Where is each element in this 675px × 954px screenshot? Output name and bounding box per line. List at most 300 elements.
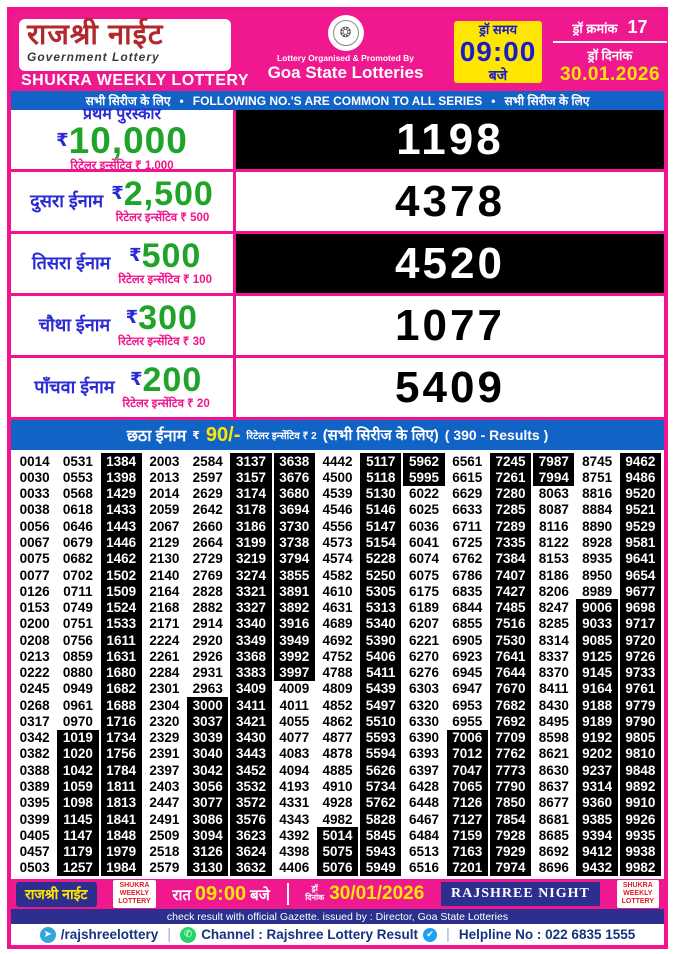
result-number: 0317: [19, 713, 50, 729]
result-number: 7384: [490, 551, 531, 567]
result-number: 1734: [101, 730, 142, 746]
result-number: 0949: [62, 681, 93, 697]
result-number: 4011: [279, 697, 309, 713]
result-number: 3452: [230, 762, 271, 778]
result-number: 7692: [490, 713, 531, 729]
result-number: 8745: [582, 453, 613, 469]
result-number: 4193: [279, 779, 310, 794]
prize-1-winning-number: 1198: [236, 110, 664, 169]
result-number: 7854: [490, 811, 531, 827]
contact-strip: [11, 924, 664, 945]
rupee-symbol: ₹: [129, 369, 143, 391]
organised-by-label: Lottery Organised & Promoted By: [277, 53, 414, 63]
prize-1-incentive: रिटेलर इन्सेंटिव ₹ 1,000: [70, 160, 174, 173]
result-number: 8247: [538, 600, 569, 616]
rupee-symbol: ₹: [129, 245, 142, 267]
result-number: 4982: [322, 811, 353, 827]
result-number: 1680: [101, 664, 142, 680]
prize-1-name: प्रथम पुरस्कार: [82, 105, 162, 123]
result-number: 0033: [19, 486, 50, 502]
result-number: 5250: [360, 567, 401, 583]
result-number: 3676: [274, 469, 315, 485]
divider: |: [446, 926, 450, 943]
result-number: 3949: [274, 632, 315, 648]
result-number: 8116: [539, 518, 569, 534]
result-number: 8087: [538, 502, 569, 518]
result-number: 0077: [19, 567, 50, 583]
result-number: 2491: [149, 811, 180, 827]
result-number: 7159: [447, 827, 488, 843]
result-number: 4692: [322, 632, 353, 648]
result-number: 7928: [490, 827, 531, 843]
result-number: 7201: [447, 860, 488, 876]
result-number: 5228: [360, 551, 401, 567]
result-number: 5130: [360, 486, 401, 502]
result-number: 9006: [576, 599, 617, 615]
prize-4-winning-number: 1077: [395, 300, 505, 350]
result-number: 4574: [322, 551, 353, 567]
result-number: 0200: [19, 616, 50, 632]
result-number: 4610: [322, 583, 353, 599]
result-number: 6855: [452, 616, 483, 632]
result-number: 5510: [360, 713, 401, 729]
rupee-symbol: ₹: [56, 130, 69, 152]
prize-4-incentive: रिटेलर इन्सेंटिव ₹ 30: [118, 336, 206, 349]
result-number: 8681: [538, 811, 569, 827]
result-number: 2329: [149, 730, 180, 746]
result-number: 1813: [101, 795, 142, 811]
prize-row-5: [11, 358, 664, 420]
result-number: 2447: [149, 795, 180, 811]
time-suffix: बजे: [250, 886, 270, 904]
result-number: 3274: [230, 567, 271, 583]
result-number: 6390: [409, 730, 440, 746]
result-number: 3576: [230, 811, 271, 827]
draw-date-value: 30.01.2026: [559, 64, 661, 85]
result-number: 9982: [620, 860, 661, 876]
result-number: 9033: [576, 616, 617, 632]
result-number: 3383: [230, 664, 271, 680]
result-number: 9761: [620, 681, 661, 697]
prize-5-amount: 200: [142, 360, 203, 399]
result-number: 0457: [19, 844, 50, 860]
result-number: 7280: [490, 486, 531, 502]
result-number: 5626: [360, 762, 401, 778]
organiser-block: [243, 15, 448, 83]
result-number: 4539: [322, 486, 353, 502]
result-number: 6947: [452, 681, 483, 697]
result-number: 1524: [101, 599, 142, 615]
result-number: 9926: [620, 811, 661, 827]
emblem-icon: ❂: [333, 20, 359, 46]
result-number: 0075: [19, 551, 50, 567]
result-number: 5147: [360, 518, 401, 534]
result-number: 5076: [317, 860, 358, 876]
result-number: 0646: [62, 518, 93, 534]
result-number: 6615: [452, 469, 483, 485]
result-number: 6629: [452, 486, 483, 502]
result-number: 6074: [409, 551, 440, 567]
result-number: 8314: [538, 632, 569, 648]
result-number: 4055: [279, 713, 310, 729]
result-number: 7641: [490, 648, 531, 664]
sixth-prize-bar: [11, 420, 664, 450]
result-number: 1042: [57, 762, 98, 778]
result-number: 4556: [322, 518, 353, 534]
result-number: 3349: [230, 632, 271, 648]
result-number: 7126: [447, 795, 488, 811]
telegram-handle: /rajshreelottery: [60, 927, 159, 942]
result-number: 2129: [149, 534, 180, 550]
result-number: 3368: [230, 648, 271, 664]
result-number: 6397: [409, 762, 440, 778]
result-number: 7790: [490, 778, 531, 794]
sixth-prize-series: (सभी सिरीज के लिए): [322, 427, 439, 444]
date-value: 30/01/2026: [329, 883, 425, 904]
draw-time-box: [454, 21, 542, 83]
result-number: 9654: [620, 567, 661, 583]
verified-badge-icon: ✔: [423, 928, 437, 942]
result-number: 3572: [230, 795, 271, 811]
result-number: 0245: [19, 681, 50, 697]
result-number: 2013: [149, 469, 180, 485]
result-number: 9521: [620, 502, 661, 518]
result-number: 6276: [409, 665, 440, 681]
result-number: 5845: [360, 827, 401, 843]
weekly-lottery-label: SHUKRA WEEKLY LOTTERY: [21, 72, 249, 89]
result-number: 1841: [101, 811, 142, 827]
result-number: 7065: [447, 778, 488, 794]
result-number: 8495: [538, 713, 569, 729]
result-number: 2261: [149, 648, 180, 664]
result-number: 2629: [192, 486, 223, 502]
result-number: 8370: [538, 665, 569, 681]
result-number: 8692: [538, 844, 569, 860]
result-number: 2597: [192, 469, 223, 485]
result-number: 4546: [322, 502, 353, 518]
divider: [287, 883, 289, 905]
result-number: 9412: [576, 843, 617, 859]
channel-text: Channel : Rajshree Lottery Result: [201, 927, 418, 942]
result-number: 3430: [230, 730, 271, 746]
result-number: 0756: [62, 632, 93, 648]
result-number: 2130: [149, 551, 180, 567]
result-number: 1398: [101, 469, 142, 485]
result-number: 9810: [620, 746, 661, 762]
result-number: 1682: [101, 681, 142, 697]
result-number: 0126: [19, 583, 50, 599]
result-number: 1020: [57, 746, 98, 762]
result-number: 3891: [274, 583, 315, 599]
result-number: 9581: [620, 534, 661, 550]
result-number: 4343: [279, 811, 310, 827]
result-number: 9938: [620, 843, 661, 859]
result-number: 2164: [149, 583, 180, 599]
prize-row-1: [11, 105, 664, 173]
result-number: 6025: [409, 502, 440, 518]
result-number: 4398: [279, 844, 310, 860]
result-number: 6221: [409, 632, 440, 648]
result-number: 0859: [62, 648, 93, 664]
result-number: 0014: [19, 453, 50, 469]
result-number: 7289: [490, 518, 531, 534]
result-number: 3421: [230, 713, 271, 729]
result-number: 1098: [57, 795, 98, 811]
result-number: 3186: [230, 518, 271, 534]
result-number: 2914: [192, 616, 223, 632]
result-number: 6955: [452, 713, 483, 729]
result-number: 3409: [230, 681, 271, 697]
result-number: 8637: [538, 779, 569, 794]
shukra-line: SHUKRA: [119, 882, 150, 890]
result-number: 0503: [19, 860, 50, 876]
result-number: 3086: [187, 811, 228, 827]
bullet: •: [179, 93, 184, 108]
result-number: 1147: [57, 827, 98, 843]
result-number: 2920: [192, 632, 223, 648]
result-number: 7987: [533, 453, 574, 469]
result-number: 2769: [192, 567, 223, 583]
shukra-line: WEEKLY: [623, 890, 653, 898]
result-number: 6393: [409, 746, 440, 762]
result-number: 0682: [62, 551, 93, 567]
result-number: 5313: [360, 599, 401, 615]
result-number: 0711: [63, 583, 93, 599]
prize-5-label-cell: [11, 358, 236, 417]
result-number: 9805: [620, 730, 661, 746]
result-number: 4582: [322, 567, 353, 583]
result-number: 9717: [620, 616, 661, 632]
result-number: 6516: [409, 860, 440, 876]
prize-3-amount: 500: [141, 236, 202, 275]
result-number: 7994: [533, 469, 574, 485]
result-number: 7285: [490, 502, 531, 518]
result-number: 4928: [322, 795, 353, 811]
result-number: 8685: [538, 827, 569, 843]
result-number: 0030: [19, 469, 50, 485]
result-number: 7644: [490, 664, 531, 680]
result-number: 2397: [149, 762, 180, 778]
result-number: 1811: [101, 778, 142, 794]
prize-4-amount: 300: [138, 298, 198, 337]
result-number: 4885: [322, 762, 353, 778]
date-label-line: दिनांक: [305, 893, 325, 902]
result-number: 5762: [360, 795, 401, 811]
result-number: 0751: [62, 616, 93, 632]
result-number: 1019: [57, 730, 98, 746]
result-number: 1446: [101, 534, 142, 550]
result-number: 6945: [452, 665, 483, 681]
prize-5-name: पाँचवा ईनाम: [34, 376, 115, 397]
result-number: 8063: [538, 486, 569, 502]
result-number: 6762: [452, 551, 483, 567]
result-number: 1688: [101, 697, 142, 713]
series-text-center: FOLLOWING NO.'S ARE COMMON TO ALL SERIES: [192, 93, 483, 108]
series-text-right: सभी सिरीज के लिए: [504, 94, 590, 108]
result-number: 5406: [360, 648, 401, 664]
result-number: 7427: [490, 583, 531, 599]
result-number: 1784: [101, 762, 142, 778]
result-number: 6022: [409, 486, 440, 502]
result-number: 6448: [409, 795, 440, 811]
result-number: 6844: [452, 600, 483, 616]
result-number: 1462: [101, 551, 142, 567]
prize-2-winning-number: 4378: [395, 176, 505, 226]
result-number: 6711: [452, 518, 482, 534]
result-number: 1384: [101, 453, 142, 469]
result-number: 2963: [192, 681, 223, 697]
result-number: 3056: [187, 778, 228, 794]
result-number: 6725: [452, 534, 483, 550]
time-value: 09:00: [194, 882, 247, 905]
result-number: 9192: [576, 730, 617, 746]
result-number: 2926: [192, 648, 223, 664]
results-count: ( 390 - Results ): [444, 427, 549, 443]
result-number: 7047: [447, 762, 488, 778]
date-label: [305, 885, 324, 903]
result-number: 2224: [149, 632, 180, 648]
result-number: 5995: [403, 469, 444, 485]
result-number: 1756: [101, 746, 142, 762]
result-number: 8411: [539, 681, 569, 697]
result-number: 5075: [317, 843, 358, 859]
prize-3-incentive: रिटेलर इन्सेंटिव ₹ 100: [118, 274, 212, 287]
result-number: 2828: [192, 583, 223, 599]
result-number: 9790: [620, 713, 661, 729]
result-number: 8153: [538, 551, 569, 567]
result-number: 0395: [19, 795, 50, 811]
footer-shukra-right: [617, 880, 659, 907]
result-number: 7516: [490, 616, 531, 632]
prize-row-2: [11, 172, 664, 234]
result-number: 2168: [149, 600, 180, 616]
result-number: 0702: [62, 567, 93, 583]
result-number: 8337: [538, 648, 569, 664]
result-number: 7670: [490, 681, 531, 697]
result-number: 6189: [409, 600, 440, 616]
result-number: 8430: [538, 697, 569, 713]
result-number: 9892: [620, 778, 661, 794]
result-number: 2014: [149, 486, 180, 502]
result-number: 8621: [538, 746, 569, 762]
shukra-line: SHUKRA: [622, 882, 653, 890]
result-number: 8751: [582, 469, 613, 485]
result-number: 8598: [538, 730, 569, 746]
result-number: 4852: [322, 697, 353, 713]
result-number: 3219: [230, 551, 271, 567]
result-number: 5411: [360, 664, 401, 680]
result-number: 2301: [149, 681, 180, 697]
result-number: 3178: [230, 502, 271, 518]
result-number: 4573: [322, 534, 353, 550]
result-number: 5828: [360, 811, 401, 827]
telegram-link[interactable]: [40, 927, 159, 943]
result-number: 7682: [490, 697, 531, 713]
result-number: 8630: [538, 762, 569, 778]
rupee-symbol: ₹: [192, 428, 200, 442]
result-number: 8884: [582, 502, 613, 518]
result-number: 0268: [19, 697, 50, 713]
result-number: 3077: [187, 795, 228, 811]
header: [11, 11, 664, 91]
result-number: 9641: [620, 551, 661, 567]
result-number: 6428: [409, 779, 440, 794]
result-number: 8677: [538, 795, 569, 811]
result-number: 3037: [187, 713, 228, 729]
prize-3-label-cell: [11, 234, 236, 293]
draw-time-label: ड्रॉ समय: [478, 21, 518, 37]
prize-2-label-cell: [11, 172, 236, 231]
result-number: 7163: [447, 843, 488, 859]
result-number: 3892: [274, 599, 315, 615]
result-number: 9462: [620, 453, 661, 469]
result-number: 8206: [538, 583, 569, 599]
result-number: 4878: [322, 746, 353, 762]
footer-bar: [11, 879, 664, 909]
organiser-name: Goa State Lotteries: [267, 63, 424, 82]
result-number: 8285: [538, 616, 569, 632]
result-number: 7709: [490, 730, 531, 746]
results-grid: [13, 453, 662, 876]
result-number: 6561: [452, 453, 483, 469]
prize-3-winning-number: 4520: [236, 234, 664, 293]
result-number: 6175: [409, 583, 440, 599]
result-number: 3730: [274, 518, 315, 534]
result-number: 1145: [57, 811, 98, 827]
result-number: 2403: [149, 779, 180, 794]
result-number: 6953: [452, 697, 483, 713]
result-number: 1059: [57, 778, 98, 794]
gazette-strip: [11, 909, 664, 924]
result-number: 9733: [620, 664, 661, 680]
result-number: 9520: [620, 486, 661, 502]
result-number: 4877: [322, 730, 353, 746]
time-prefix: रात: [172, 886, 191, 904]
result-number: 7929: [490, 843, 531, 859]
result-number: 5340: [360, 616, 401, 632]
result-number: 7762: [490, 746, 531, 762]
rupee-symbol: ₹: [111, 183, 124, 205]
result-number: 3340: [230, 616, 271, 632]
result-number: 6303: [409, 681, 440, 697]
prize-4-label-cell: [11, 296, 236, 355]
result-number: 0056: [19, 518, 50, 534]
result-number: 7773: [490, 762, 531, 778]
result-number: 7245: [490, 453, 531, 469]
date-label-line: ड्रॉ: [311, 884, 318, 894]
whatsapp-channel-link[interactable]: [180, 927, 437, 943]
result-number: 6320: [409, 697, 440, 713]
result-number: 9486: [620, 469, 661, 485]
result-number: 3532: [230, 778, 271, 794]
result-number: 4392: [279, 827, 310, 843]
result-number: 1984: [101, 860, 142, 876]
result-number: 3174: [230, 486, 271, 502]
result-number: 3411: [230, 697, 271, 713]
result-number: 2509: [149, 827, 180, 843]
result-number: 7261: [490, 469, 531, 485]
result-number: 9432: [576, 860, 617, 876]
result-number: 5949: [360, 860, 401, 876]
result-number: 5594: [360, 746, 401, 762]
result-number: 1179: [57, 843, 98, 859]
result-number: 5962: [403, 453, 444, 469]
result-number: 8989: [582, 583, 613, 599]
result-number: 2660: [192, 518, 223, 534]
result-number: 6905: [452, 632, 483, 648]
result-number: 2003: [149, 453, 180, 469]
result-number: 5593: [360, 730, 401, 746]
